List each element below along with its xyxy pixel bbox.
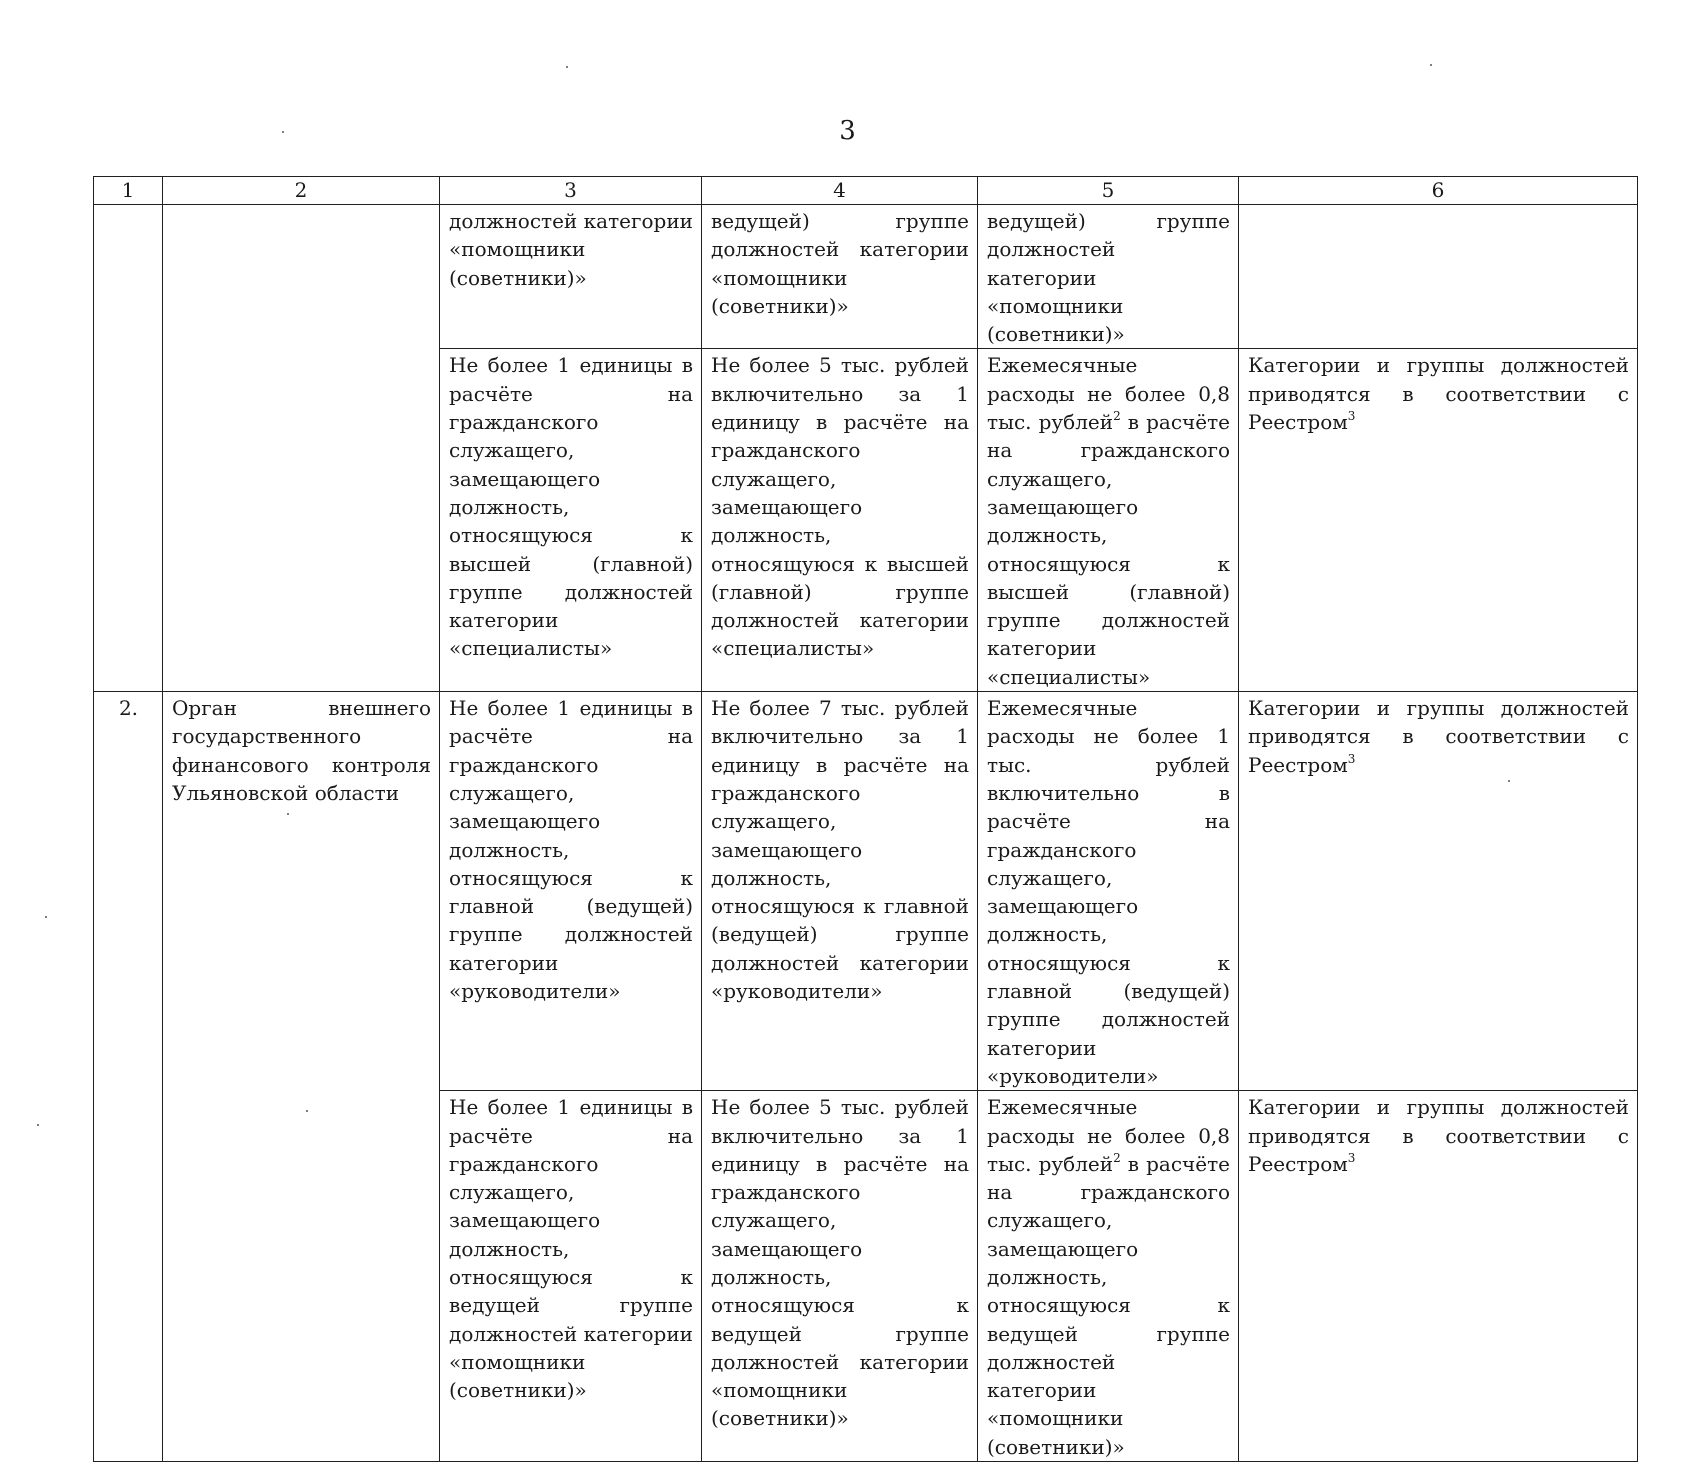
monthly-expense-cell: Ежемесячные расходы не более 0,8 тыс. рублей$^2$ в расчёте на гражданского служащего, замещающего должность, относящуюся к высшей (главной) группе должностей категории «специалисты» [978,349,1239,692]
column-header: 5 [978,177,1239,205]
price-norm-cell: Не более 5 тыс. рублей включительно за 1 единицу в расчёте на гражданского служащего, замещающего должность, относящуюся к высшей (главной) группе должностей категории «специалисты» [702,349,978,692]
scan-speck [566,66,568,68]
note-cell: Категории и группы должностей приводятся в соответствии с Реестром$^3$ [1239,692,1638,1091]
footnote-marker: 3 [1347,751,1356,766]
price-norm-cell: ведущей) группе должностей категории «помощники (советники)» [702,205,978,349]
page-number: 3 [839,116,856,146]
quantity-norm-cell: Не более 1 единицы в расчёте на гражданского служащего, замещающего должность, относящуюся к высшей (главной) группе должностей категории «специалисты» [440,349,702,692]
column-header: 2 [163,177,440,205]
price-norm-cell: Не более 7 тыс. рублей включительно за 1 единицу в расчёте на гражданского служащего, замещающего должность, относящуюся к главной (ведущей) группе должностей категории «руководители» [702,692,978,1091]
note-cell [1239,205,1638,349]
row-number-cell [94,205,163,692]
footnote-marker: 2 [1113,409,1121,424]
quantity-norm-cell: должностей категории «помощники (советники)» [440,205,702,349]
column-header: 6 [1239,177,1638,205]
note-cell: Категории и группы должностей приводятся в соответствии с Реестром$^3$ [1239,1091,1638,1462]
monthly-expense-cell: Ежемесячные расходы не более 0,8 тыс. рублей$^2$ в расчёте на гражданского служащего, замещающего должность, относящуюся к ведущей группе должностей категории «помощники (советники)» [978,1091,1239,1462]
table-row [94,692,1638,1091]
quantity-norm-cell: Не более 1 единицы в расчёте на гражданского служащего, замещающего должность, относящуюся к главной (ведущей) группе должностей категории «руководители» [440,692,702,1091]
organ-cell: Орган внешнего государственного финансового контроля Ульяновской области [163,692,440,1462]
column-header: 4 [702,177,978,205]
table-header-row [94,177,1638,205]
scan-speck [45,916,47,918]
monthly-expense-cell: Ежемесячные расходы не более 1 тыс. рублей включительно в расчёте на гражданского служащего, замещающего должность, относящуюся к главной (ведущей) группе должностей категории «руководители» [978,692,1239,1091]
quantity-norm-cell: Не более 1 единицы в расчёте на гражданского служащего, замещающего должность, относящуюся к ведущей группе должностей категории «помощники (советники)» [440,1091,702,1462]
monthly-expense-cell: ведущей) группе должностей категории «помощники (советники)» [978,205,1239,349]
price-norm-cell: Не более 5 тыс. рублей включительно за 1 единицу в расчёте на гражданского служащего, замещающего должность, относящуюся к ведущей группе должностей категории «помощники (советники)» [702,1091,978,1462]
note-cell: Категории и группы должностей приводятся в соответствии с Реестром$^3$ [1239,349,1638,692]
column-header: 3 [440,177,702,205]
norms-table [93,176,1638,1462]
column-header: 1 [94,177,163,205]
organ-cell [163,205,440,692]
scan-speck [1430,64,1432,66]
footnote-marker: 3 [1347,409,1356,424]
footnote-marker: 2 [1113,1150,1121,1165]
scan-speck [37,1124,39,1126]
row-number-cell: 2. [94,692,163,1462]
footnote-marker: 3 [1347,1150,1356,1165]
table-row [94,205,1638,349]
